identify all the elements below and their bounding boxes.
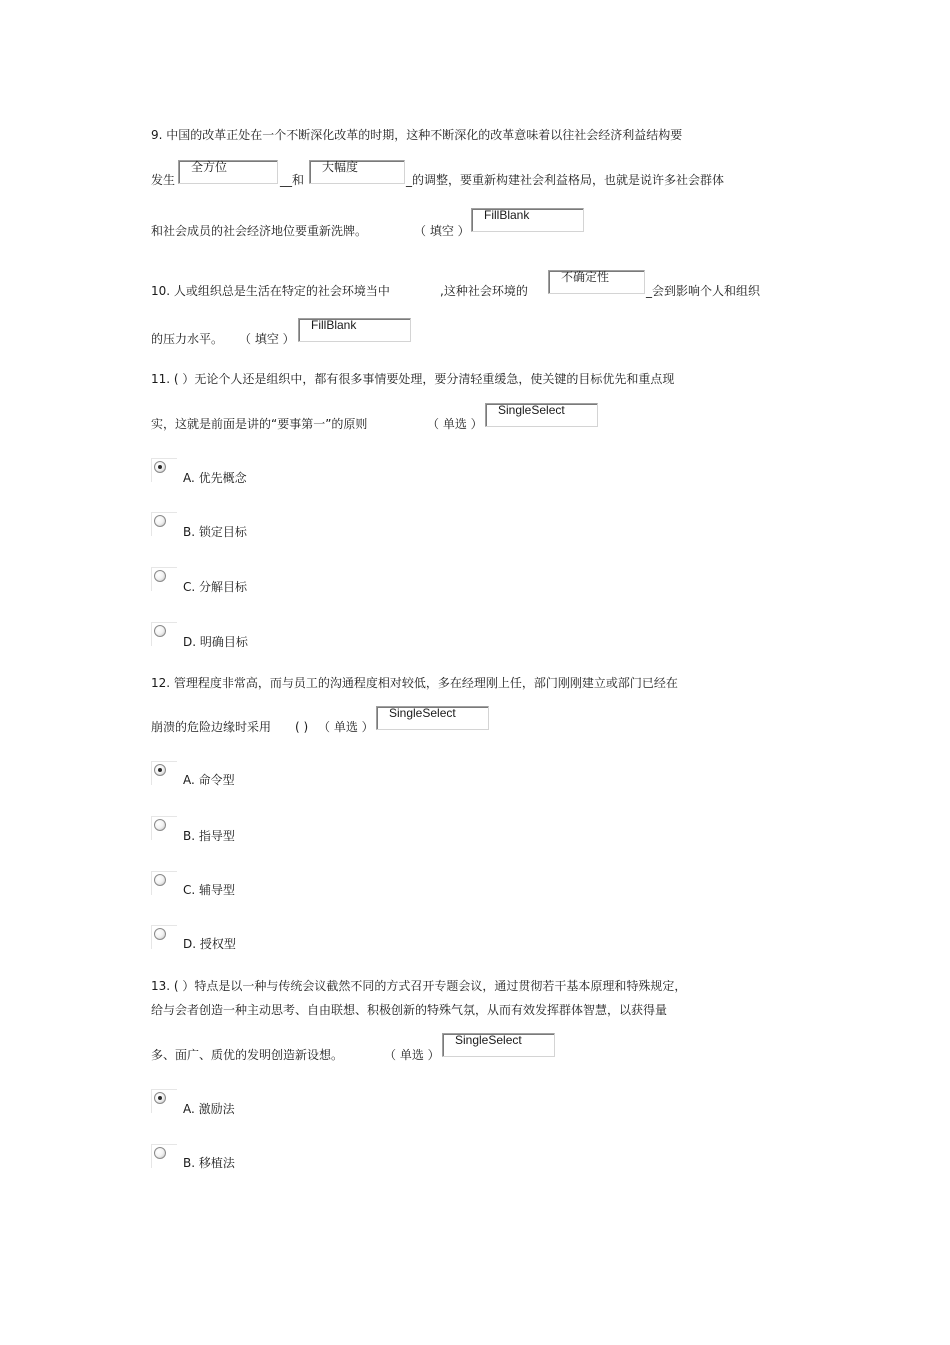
q13-type-label: （ 单选 ） xyxy=(384,1048,440,1062)
q10-text-line1b: ,这种社会环境的 xyxy=(440,284,528,298)
q11-option-b-label: B. 锁定目标 xyxy=(183,525,247,539)
radio-button-icon xyxy=(154,515,166,527)
q13-type-box[interactable]: SingleSelect xyxy=(442,1033,555,1057)
q12-option-c-radio[interactable] xyxy=(151,871,177,897)
q11-type-box[interactable]: SingleSelect xyxy=(485,403,598,427)
q10-text-line1c: _会到影响个人和组织 xyxy=(646,284,761,298)
radio-button-icon xyxy=(154,1147,166,1159)
q9-fill-blank-1[interactable]: 全方位 xyxy=(178,160,278,184)
q9-type-box[interactable]: FillBlank xyxy=(471,208,584,232)
q12-option-b-radio[interactable] xyxy=(151,816,177,842)
radio-button-icon xyxy=(154,570,166,582)
q12-option-a-label: A. 命令型 xyxy=(183,773,235,787)
q12-option-b-label: B. 指导型 xyxy=(183,829,235,843)
q13-option-b-radio[interactable] xyxy=(151,1144,177,1170)
radio-button-icon xyxy=(154,625,166,637)
q11-option-a-label: A. 优先概念 xyxy=(183,471,247,485)
q12-option-d-radio[interactable] xyxy=(151,925,177,951)
q13-option-a-radio[interactable] xyxy=(151,1089,177,1115)
q12-option-d-label: D. 授权型 xyxy=(183,937,236,951)
q9-text-line1: 9. 中国的改革正处在一个不断深化改革的时期，这种不断深化的改革意味着以往社会经济利益结构要 xyxy=(151,128,683,142)
q13-text-line2: 给与会者创造一种主动思考、自由联想、积极创新的特殊气氛，从而有效发挥群体智慧，以获得量 xyxy=(151,1003,668,1017)
q11-option-a-radio[interactable] xyxy=(151,458,177,484)
radio-button-icon xyxy=(154,819,166,831)
radio-button-icon xyxy=(154,764,166,776)
q13-text-line3: 多、面广、质优的发明创造新设想。 xyxy=(151,1048,344,1062)
q11-text-line1: 11. ( ）无论个人还是组织中，都有很多事情要处理，要分清轻重缓急，使关键的目标优先和重点现 xyxy=(151,372,675,386)
q10-text-line2: 的压力水平。 xyxy=(151,332,224,346)
q11-option-b-radio[interactable] xyxy=(151,512,177,538)
q12-option-a-radio[interactable] xyxy=(151,761,177,787)
q9-text-line3: 和社会成员的社会经济地位要重新洗牌。 xyxy=(151,224,368,238)
q12-text-line1: 12. 管理程度非常高，而与员工的沟通程度相对较低，多在经理刚上任，部门刚刚建立或部门已经在 xyxy=(151,676,678,690)
q11-text-line2: 实，这就是前面是讲的“要事第一”的原则 xyxy=(151,417,368,431)
radio-selected-dot xyxy=(158,768,162,772)
q13-option-b-label: B. 移植法 xyxy=(183,1156,235,1170)
q10-type-box[interactable]: FillBlank xyxy=(298,318,411,342)
radio-selected-dot xyxy=(158,1096,162,1100)
radio-selected-dot xyxy=(158,465,162,469)
q12-paren: ( ) xyxy=(295,720,309,734)
q12-type-label: （ 单选 ） xyxy=(318,720,374,734)
q11-option-d-label: D. 明确目标 xyxy=(183,635,248,649)
q9-text-pre: 发生 xyxy=(151,173,176,187)
q12-type-box[interactable]: SingleSelect xyxy=(376,706,489,730)
radio-button-icon xyxy=(154,928,166,940)
q10-fill-blank-1[interactable]: 不确定性 xyxy=(548,270,645,294)
radio-button-icon xyxy=(154,874,166,886)
q11-option-c-label: C. 分解目标 xyxy=(183,580,248,594)
q9-type-label: （ 填空 ） xyxy=(414,224,470,238)
q9-text-between: __和 xyxy=(280,173,305,187)
q13-text-line1: 13. ( ）特点是以一种与传统会议截然不同的方式召开专题会议，通过贯彻若干基本原理和特殊规定， xyxy=(151,979,687,993)
q13-option-a-label: A. 激励法 xyxy=(183,1102,235,1116)
q10-text-line1a: 10. 人或组织总是生活在特定的社会环境当中 xyxy=(151,284,390,298)
q11-type-label: （ 单选 ） xyxy=(427,417,483,431)
q12-text-line2: 崩溃的危险边缘时采用 xyxy=(151,720,272,734)
q11-option-d-radio[interactable] xyxy=(151,622,177,648)
q11-option-c-radio[interactable] xyxy=(151,567,177,593)
radio-button-icon xyxy=(154,461,166,473)
q10-type-label: （ 填空 ） xyxy=(239,332,295,346)
q9-fill-blank-2[interactable]: 大幅度 xyxy=(309,160,405,184)
q9-text-post: _的调整，要重新构建社会利益格局，也就是说许多社会群体 xyxy=(406,173,725,187)
q12-option-c-label: C. 辅导型 xyxy=(183,883,236,897)
radio-button-icon xyxy=(154,1092,166,1104)
